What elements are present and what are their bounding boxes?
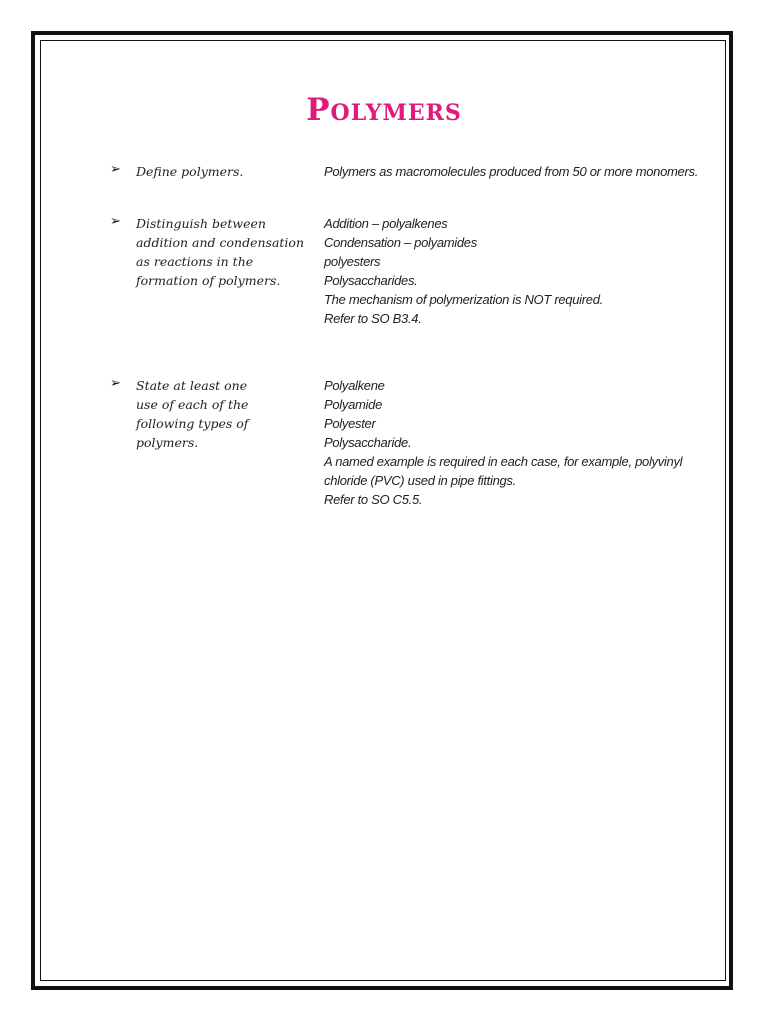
notes-line: chloride (PVC) used in pipe fittings.: [324, 473, 516, 488]
notes-line: Refer to SO C5.5.: [324, 492, 423, 507]
arrow-bullet-icon: ➢: [110, 162, 121, 177]
objective-line: Define polymers.: [136, 164, 244, 179]
explanatory-notes: [324, 214, 724, 328]
explanatory-notes: [324, 376, 724, 509]
objective-text: [136, 162, 311, 181]
notes-line: The mechanism of polymerization is NOT required.: [324, 292, 603, 307]
notes-line: Polysaccharide.: [324, 435, 412, 450]
page-border-inner: [40, 40, 726, 981]
objective-text: [136, 376, 311, 452]
objective-line: State at least one: [136, 378, 248, 393]
notes-line: A named example is required in each case, for example, polyvinyl: [324, 454, 683, 469]
notes-line: Polyamide: [324, 397, 382, 412]
objective-line: use of each of the: [136, 397, 249, 412]
notes-line: Polyester: [324, 416, 376, 431]
explanatory-notes: [324, 162, 724, 181]
arrow-bullet-icon: ➢: [110, 376, 121, 391]
objective-line: following types of: [136, 416, 249, 431]
page-title: Polymers: [306, 92, 462, 128]
notes-line: Polyalkene: [324, 378, 385, 393]
notes-line: Polysaccharides.: [324, 273, 418, 288]
objective-line: addition and condensation: [136, 235, 304, 250]
objective-text: [136, 214, 311, 290]
notes-line: Refer to SO B3.4.: [324, 311, 422, 326]
notes-line: Condensation – polyamides: [324, 235, 477, 250]
objective-line: formation of polymers.: [136, 273, 281, 288]
arrow-bullet-icon: ➢: [110, 214, 121, 229]
notes-line: Addition – polyalkenes: [324, 216, 448, 231]
objective-line: polymers.: [136, 435, 199, 450]
objective-line: as reactions in the: [136, 254, 254, 269]
objective-line: Distinguish between: [136, 216, 266, 231]
notes-line: polyesters: [324, 254, 381, 269]
notes-line: Polymers as macromolecules produced from 50 or more monomers.: [324, 164, 699, 179]
